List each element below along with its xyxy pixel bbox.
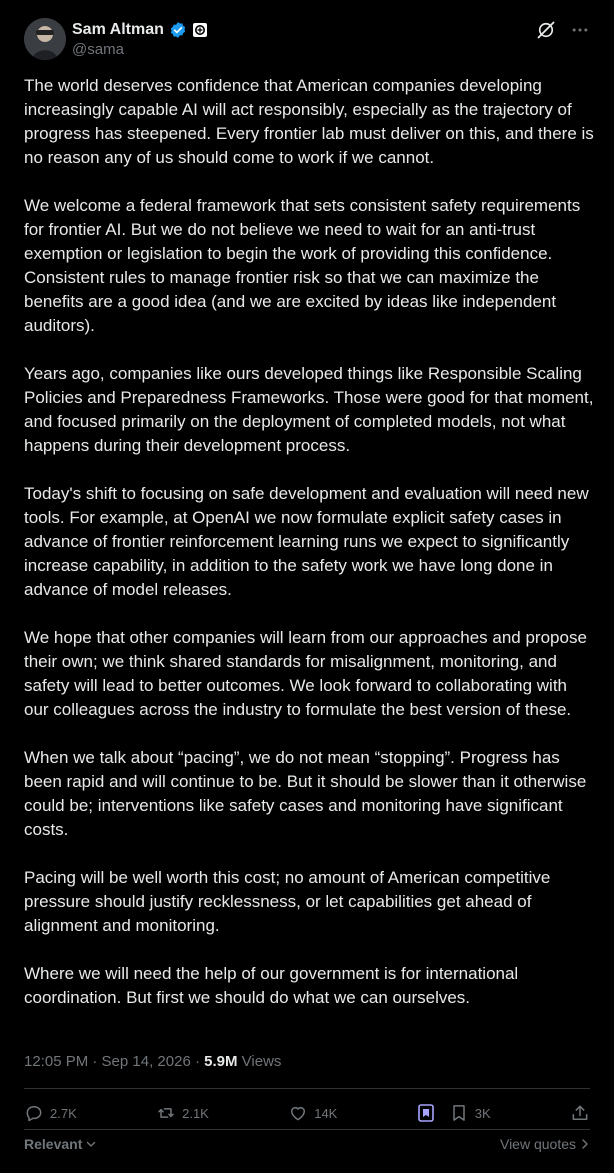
tweet-header bbox=[24, 18, 590, 62]
chevron-right-icon bbox=[580, 1138, 590, 1150]
tweet-paragraph: The world deserves confidence that American companies developing increasingly capable AI will act responsibly, especially as the trajectory of progress has steepened. Every frontier lab must deliver on this, and there is no reason any of us should come to work if we cannot. bbox=[24, 76, 594, 167]
affiliate-badge-icon[interactable] bbox=[192, 22, 208, 38]
avatar[interactable] bbox=[24, 18, 66, 60]
views-count[interactable]: 5.9M bbox=[204, 1053, 238, 1070]
tweet-paragraph: Years ago, companies like ours developed things like Responsible Scaling Policies and Preparedness Frameworks. Those were good for that moment, and focused primarily on the deployment of completed models, not what happens during their development process. bbox=[24, 364, 594, 455]
repost-icon bbox=[156, 1103, 176, 1123]
bookmark-badge-icon[interactable] bbox=[417, 1103, 435, 1123]
views-label: Views bbox=[241, 1053, 282, 1070]
handle[interactable]: @sama bbox=[72, 41, 124, 58]
repost-button[interactable] bbox=[156, 1103, 209, 1123]
tweet-text bbox=[24, 74, 594, 1010]
heart-icon bbox=[288, 1103, 308, 1123]
view-quotes-label: View quotes bbox=[499, 1136, 576, 1152]
reply-count: 2.7K bbox=[50, 1105, 77, 1121]
tweet-paragraph: Today's shift to focusing on safe development and evaluation will need new tools. For example, at OpenAI we now formulate explicit safety cases in advance of frontier reinforcement learning runs we expect to significantly increase capability, in addition to the safety work we have long done in advance of model releases. bbox=[24, 484, 589, 599]
bookmark-icon bbox=[449, 1103, 469, 1123]
grok-icon[interactable] bbox=[536, 20, 556, 40]
chevron-down-icon bbox=[85, 1138, 97, 1150]
display-name[interactable]: Sam Altman bbox=[72, 21, 164, 38]
view-quotes-link[interactable] bbox=[500, 1136, 590, 1152]
tweet-paragraph: We hope that other companies will learn from our approaches and propose their own; we think shared standards for misalignment, monitoring, and safety will lead to better outcomes. We look forward to collaborating with our colleagues across the industry to formulate the best version of these. bbox=[24, 628, 587, 719]
tweet-meta bbox=[24, 1052, 281, 1072]
bookmark-button[interactable] bbox=[449, 1103, 491, 1123]
reply-icon bbox=[24, 1103, 44, 1123]
meta-separator: · bbox=[190, 1053, 205, 1070]
bookmark-group bbox=[417, 1103, 491, 1123]
share-button[interactable] bbox=[570, 1103, 590, 1123]
header-actions bbox=[536, 20, 590, 40]
like-count: 14K bbox=[314, 1105, 338, 1121]
reply-button[interactable] bbox=[24, 1103, 77, 1123]
action-bar bbox=[24, 1100, 590, 1126]
replies-toolbar bbox=[24, 1134, 590, 1154]
name-row bbox=[72, 20, 208, 40]
share-icon bbox=[570, 1103, 590, 1123]
like-button[interactable] bbox=[288, 1103, 337, 1123]
divider bbox=[24, 1129, 590, 1130]
bookmark-count: 3K bbox=[474, 1105, 491, 1121]
tweet-paragraph: When we talk about “pacing”, we do not mean “stopping”. Progress has been rapid and will continue to be. But it should be slower than it otherwise could be; interventions like safety cases and monitoring have significant costs. bbox=[24, 748, 587, 839]
divider bbox=[24, 1088, 590, 1089]
timestamp[interactable]: 12:05 PM · Sep 14, 2026 bbox=[24, 1053, 191, 1070]
tweet-paragraph: Where we will need the help of our government is for international coordination. But first we should do what we can ourselves. bbox=[24, 964, 519, 1007]
tweet-paragraph: Pacing will be well worth this cost; no amount of American competitive pressure should justify recklessness, or let capabilities get ahead of alignment and monitoring. bbox=[24, 868, 551, 935]
sort-dropdown[interactable] bbox=[24, 1136, 97, 1152]
verified-badge-icon[interactable] bbox=[169, 21, 187, 39]
repost-count: 2.1K bbox=[182, 1105, 209, 1121]
sort-label: Relevant bbox=[24, 1136, 83, 1152]
tweet-paragraph: We welcome a federal framework that sets consistent safety requirements for frontier AI. But we do not believe we need to wait for an anti-trust exemption or legislation to begin the work of providing this confidence. Consistent rules to manage frontier risk so that we can maximize the benefits are a good idea (and we are excited by ideas like independent auditors). bbox=[24, 196, 581, 335]
more-icon[interactable] bbox=[570, 20, 590, 40]
